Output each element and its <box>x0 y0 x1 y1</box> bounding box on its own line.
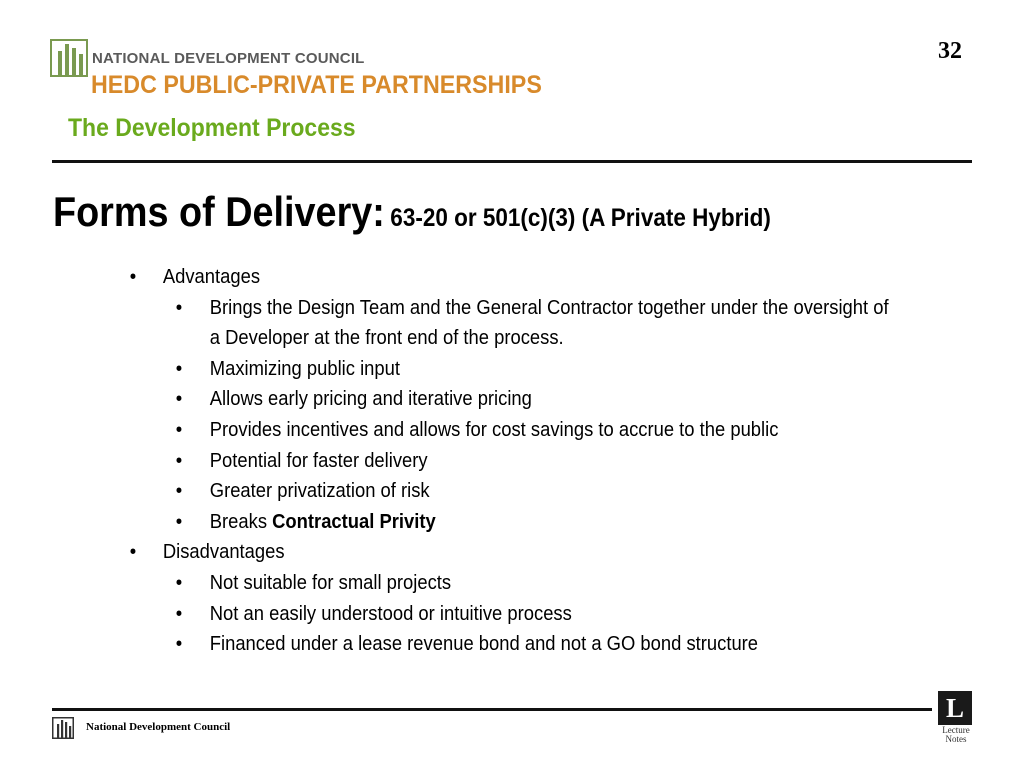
org-name: NATIONAL DEVELOPMENT COUNCIL <box>92 50 365 67</box>
list-item <box>0 568 891 599</box>
list-item-text: Potential for faster delivery <box>209 449 428 472</box>
list-item-text: Greater privatization of risk <box>209 480 430 503</box>
list-item-text: Allows early pricing and iterative pricing <box>209 388 532 411</box>
list-item <box>0 476 891 507</box>
bullet-icon: • <box>175 633 183 656</box>
list-item-text: Brings the Design Team and the General Contractor together under the oversight of a Developer at the front end of the process. <box>209 296 889 350</box>
bullet-list <box>0 262 1024 660</box>
slide-title-sub: 63-20 or 501(c)(3) (A Private Hybrid) <box>390 204 771 232</box>
bullet-icon: • <box>175 388 183 411</box>
bullet-icon: • <box>175 449 183 472</box>
ndc-footer-logo-icon <box>52 717 74 739</box>
lecture-notes-caption <box>934 726 978 744</box>
list-item-text: Not suitable for small projects <box>209 571 452 594</box>
program-name: HEDC PUBLIC-PRIVATE PARTNERSHIPS <box>91 71 542 99</box>
bullet-icon: • <box>129 266 137 288</box>
list-item-disadvantages <box>0 537 942 568</box>
list-item-text: Breaks <box>209 510 273 533</box>
list-item <box>0 629 891 660</box>
list-item-advantages <box>0 262 942 293</box>
footer-divider <box>52 708 932 711</box>
list-item <box>0 354 891 385</box>
lecture-notes-badge-icon: L <box>938 691 972 725</box>
slide-title <box>53 188 771 236</box>
header-divider <box>52 160 972 163</box>
list-item-label: Disadvantages <box>162 541 285 564</box>
lecture-notes-caption-line: Lecture <box>942 725 970 735</box>
list-item-text: Maximizing public input <box>209 357 400 380</box>
list-item <box>0 507 891 538</box>
list-item <box>0 293 891 354</box>
list-item-text: Not an easily understood or intuitive process <box>209 602 572 625</box>
list-item-text: Financed under a lease revenue bond and not a GO bond structure <box>209 633 759 656</box>
list-item <box>0 415 891 446</box>
section-title: The Development Process <box>68 114 356 142</box>
list-item <box>0 446 891 477</box>
list-item-text: Provides incentives and allows for cost savings to accrue to the public <box>209 418 779 441</box>
footer-org-name: National Development Council <box>86 721 231 733</box>
list-item <box>0 599 891 630</box>
bullet-icon: • <box>175 418 183 441</box>
bullet-icon: • <box>175 602 183 625</box>
list-item-label: Advantages <box>162 266 261 288</box>
bullet-icon: • <box>175 296 183 319</box>
slide-title-main: Forms of Delivery: <box>53 188 385 235</box>
lecture-notes-caption-line: Notes <box>945 734 967 744</box>
page-number: 32 <box>938 38 962 64</box>
bullet-icon: • <box>175 357 183 380</box>
bullet-icon: • <box>175 510 183 533</box>
bullet-icon: • <box>129 541 137 564</box>
list-item-emphasis: Contractual Privity <box>272 510 436 533</box>
bullet-icon: • <box>175 571 183 594</box>
list-item <box>0 384 891 415</box>
ndc-logo-icon <box>50 39 88 77</box>
bullet-icon: • <box>175 480 183 503</box>
